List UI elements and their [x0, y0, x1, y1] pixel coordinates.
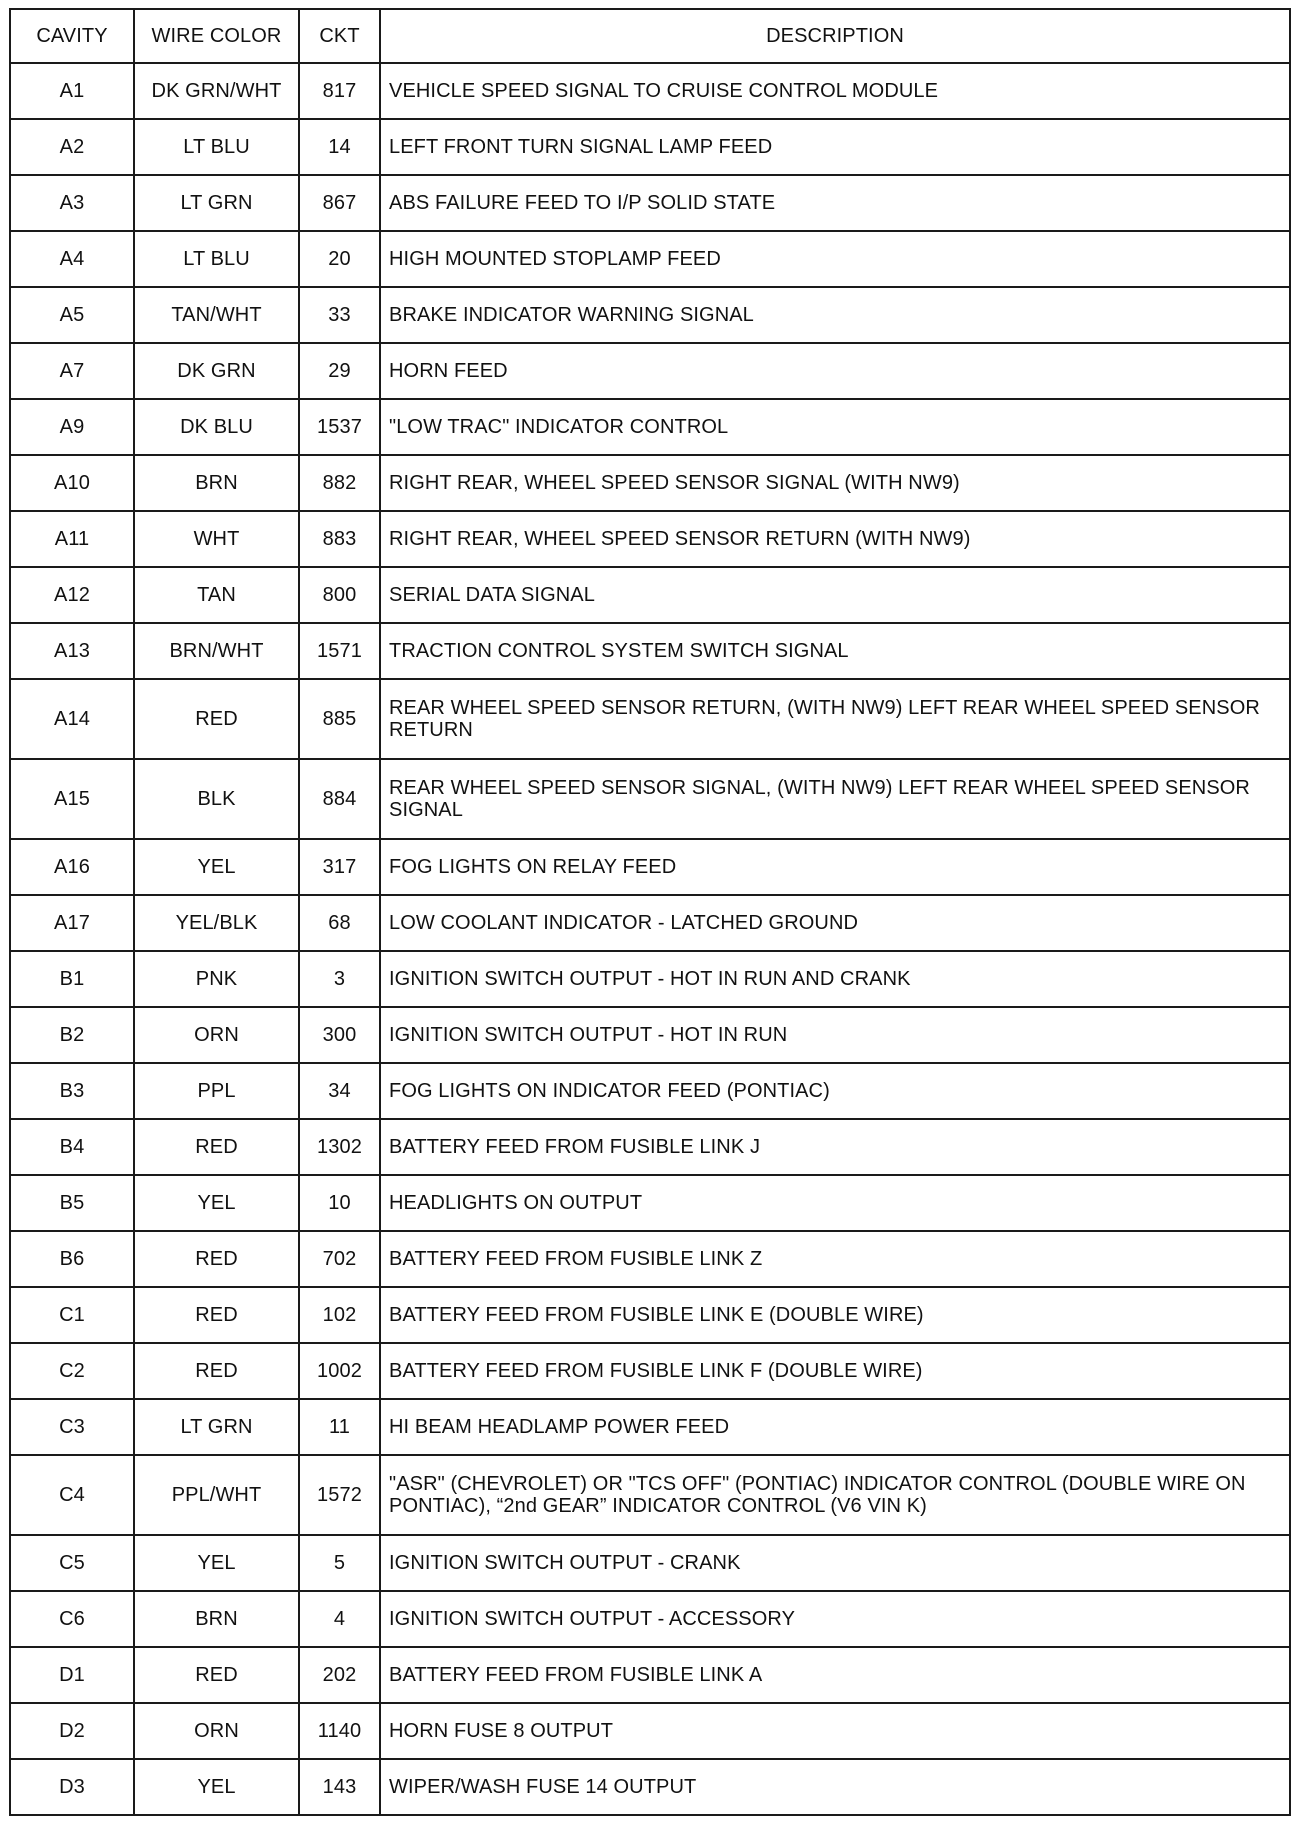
table-row: [10, 1399, 1290, 1455]
description-text: FOG LIGHTS ON INDICATOR FEED (PONTIAC): [389, 1079, 830, 1102]
cavity-cell: A14: [10, 679, 134, 759]
table-row: [10, 1535, 1290, 1591]
wire-color-cell: BRN: [134, 1591, 299, 1647]
table-row: [10, 511, 1290, 567]
description-cell: [380, 63, 1290, 119]
description-text: BATTERY FEED FROM FUSIBLE LINK F (DOUBLE WIRE): [389, 1359, 923, 1382]
description-text: HI BEAM HEADLAMP POWER FEED: [389, 1415, 730, 1438]
ckt-cell: 1537: [299, 399, 380, 455]
cavity-cell: A2: [10, 119, 134, 175]
table-row: [10, 175, 1290, 231]
description-cell: [380, 1007, 1290, 1063]
ckt-cell: 143: [299, 1759, 380, 1815]
cavity-cell: A12: [10, 567, 134, 623]
ckt-cell: 68: [299, 895, 380, 951]
ckt-cell: 882: [299, 455, 380, 511]
description-text: IGNITION SWITCH OUTPUT - CRANK: [389, 1551, 741, 1574]
wire-color-cell: LT GRN: [134, 175, 299, 231]
ckt-cell: 1002: [299, 1343, 380, 1399]
wire-color-cell: LT BLU: [134, 231, 299, 287]
wire-color-cell: RED: [134, 1647, 299, 1703]
description-cell: [380, 1119, 1290, 1175]
cavity-cell: A1: [10, 63, 134, 119]
table-row: [10, 951, 1290, 1007]
wire-color-cell: BRN: [134, 455, 299, 511]
description-text: BATTERY FEED FROM FUSIBLE LINK J: [389, 1135, 761, 1158]
table-row: [10, 567, 1290, 623]
description-text: TRACTION CONTROL SYSTEM SWITCH SIGNAL: [389, 639, 849, 662]
description-text: HORN FEED: [389, 359, 508, 382]
description-cell: [380, 175, 1290, 231]
cavity-cell: A9: [10, 399, 134, 455]
description-cell: [380, 1231, 1290, 1287]
description-text: LEFT FRONT TURN SIGNAL LAMP FEED: [389, 135, 773, 158]
wire-color-cell: YEL: [134, 1759, 299, 1815]
ckt-cell: 1302: [299, 1119, 380, 1175]
wire-color-cell: BLK: [134, 759, 299, 839]
description-cell: [380, 951, 1290, 1007]
column-header-cavity: CAVITY: [10, 9, 134, 63]
cavity-cell: C6: [10, 1591, 134, 1647]
description-text: ABS FAILURE FEED TO I/P SOLID STATE: [389, 191, 776, 214]
description-cell: [380, 679, 1290, 759]
wire-color-cell: TAN/WHT: [134, 287, 299, 343]
description-cell: [380, 567, 1290, 623]
cavity-cell: B2: [10, 1007, 134, 1063]
description-cell: [380, 1647, 1290, 1703]
description-cell: [380, 399, 1290, 455]
table-row: [10, 119, 1290, 175]
ckt-cell: 10: [299, 1175, 380, 1231]
ckt-cell: 202: [299, 1647, 380, 1703]
ckt-cell: 702: [299, 1231, 380, 1287]
cavity-cell: B3: [10, 1063, 134, 1119]
table-row: [10, 399, 1290, 455]
cavity-cell: A17: [10, 895, 134, 951]
table-row: [10, 895, 1290, 951]
table-row: [10, 343, 1290, 399]
description-text: BATTERY FEED FROM FUSIBLE LINK Z: [389, 1247, 763, 1270]
table-row: [10, 759, 1290, 839]
wire-color-cell: DK BLU: [134, 399, 299, 455]
wire-color-cell: LT GRN: [134, 1399, 299, 1455]
ckt-cell: 867: [299, 175, 380, 231]
table-row: [10, 1231, 1290, 1287]
description-text: REAR WHEEL SPEED SENSOR SIGNAL, (WITH NW9) LEFT REAR WHEEL SPEED SENSOR SIGNAL: [389, 777, 1250, 821]
description-text: BATTERY FEED FROM FUSIBLE LINK A: [389, 1663, 763, 1686]
description-cell: [380, 839, 1290, 895]
description-cell: [380, 343, 1290, 399]
wire-color-cell: DK GRN/WHT: [134, 63, 299, 119]
wire-color-cell: RED: [134, 679, 299, 759]
description-cell: [380, 1759, 1290, 1815]
ckt-cell: 5: [299, 1535, 380, 1591]
table-row: [10, 1007, 1290, 1063]
table-row: [10, 1063, 1290, 1119]
description-cell: [380, 1591, 1290, 1647]
cavity-cell: C2: [10, 1343, 134, 1399]
description-text: IGNITION SWITCH OUTPUT - HOT IN RUN AND CRANK: [389, 967, 911, 990]
column-header-description: DESCRIPTION: [380, 9, 1290, 63]
ckt-cell: 884: [299, 759, 380, 839]
table-row: [10, 1703, 1290, 1759]
description-text: FOG LIGHTS ON RELAY FEED: [389, 855, 677, 878]
description-cell: [380, 287, 1290, 343]
table-row: [10, 1287, 1290, 1343]
table-row: [10, 1175, 1290, 1231]
ckt-cell: 102: [299, 1287, 380, 1343]
wire-color-cell: DK GRN: [134, 343, 299, 399]
description-text: VEHICLE SPEED SIGNAL TO CRUISE CONTROL MODULE: [389, 79, 939, 102]
wire-color-cell: RED: [134, 1231, 299, 1287]
description-text: BRAKE INDICATOR WARNING SIGNAL: [389, 303, 754, 326]
description-cell: [380, 1399, 1290, 1455]
wire-color-cell: RED: [134, 1287, 299, 1343]
description-text: HIGH MOUNTED STOPLAMP FEED: [389, 247, 721, 270]
cavity-cell: A13: [10, 623, 134, 679]
cavity-cell: A7: [10, 343, 134, 399]
wire-color-cell: YEL: [134, 1175, 299, 1231]
ckt-cell: 1140: [299, 1703, 380, 1759]
ckt-cell: 11: [299, 1399, 380, 1455]
description-cell: [380, 511, 1290, 567]
cavity-cell: D1: [10, 1647, 134, 1703]
cavity-cell: A5: [10, 287, 134, 343]
ckt-cell: 3: [299, 951, 380, 1007]
description-cell: [380, 1175, 1290, 1231]
description-text: HORN FUSE 8 OUTPUT: [389, 1719, 614, 1742]
description-text: RIGHT REAR, WHEEL SPEED SENSOR RETURN (WITH NW9): [389, 527, 971, 550]
table-row: [10, 63, 1290, 119]
wire-color-cell: PPL/WHT: [134, 1455, 299, 1535]
description-text: "ASR" (CHEVROLET) OR "TCS OFF" (PONTIAC) INDICATOR CONTROL (DOUBLE WIRE ON PONTIAC), “2nd GEAR” INDICATOR CONTROL (V6 VIN K): [389, 1473, 1246, 1517]
cavity-cell: C1: [10, 1287, 134, 1343]
table-row: [10, 1343, 1290, 1399]
ckt-cell: 317: [299, 839, 380, 895]
description-cell: [380, 231, 1290, 287]
description-cell: [380, 1343, 1290, 1399]
description-text: SERIAL DATA SIGNAL: [389, 583, 595, 606]
table-row: [10, 1119, 1290, 1175]
cavity-cell: A4: [10, 231, 134, 287]
cavity-cell: A15: [10, 759, 134, 839]
ckt-cell: 885: [299, 679, 380, 759]
description-cell: [380, 455, 1290, 511]
ckt-cell: 29: [299, 343, 380, 399]
wire-color-cell: ORN: [134, 1703, 299, 1759]
description-text: IGNITION SWITCH OUTPUT - HOT IN RUN: [389, 1023, 788, 1046]
table-row: [10, 287, 1290, 343]
ckt-cell: 800: [299, 567, 380, 623]
cavity-cell: D3: [10, 1759, 134, 1815]
wire-color-cell: WHT: [134, 511, 299, 567]
description-cell: [380, 895, 1290, 951]
wire-color-cell: PNK: [134, 951, 299, 1007]
description-cell: [380, 119, 1290, 175]
column-header-ckt: CKT: [299, 9, 380, 63]
wire-color-cell: TAN: [134, 567, 299, 623]
description-cell: [380, 623, 1290, 679]
wire-color-cell: RED: [134, 1119, 299, 1175]
table-header-row: [10, 9, 1290, 63]
ckt-cell: 34: [299, 1063, 380, 1119]
wire-color-cell: YEL: [134, 839, 299, 895]
description-text: REAR WHEEL SPEED SENSOR RETURN, (WITH NW9) LEFT REAR WHEEL SPEED SENSOR RETURN: [389, 697, 1260, 741]
cavity-cell: B4: [10, 1119, 134, 1175]
description-text: BATTERY FEED FROM FUSIBLE LINK E (DOUBLE WIRE): [389, 1303, 924, 1326]
cavity-cell: A3: [10, 175, 134, 231]
description-text: RIGHT REAR, WHEEL SPEED SENSOR SIGNAL (WITH NW9): [389, 471, 960, 494]
table-row: [10, 231, 1290, 287]
table-row: [10, 1759, 1290, 1815]
table-row: [10, 1591, 1290, 1647]
ckt-cell: 33: [299, 287, 380, 343]
cavity-cell: C5: [10, 1535, 134, 1591]
cavity-cell: C3: [10, 1399, 134, 1455]
column-header-wire-color: WIRE COLOR: [134, 9, 299, 63]
ckt-cell: 4: [299, 1591, 380, 1647]
cavity-cell: A11: [10, 511, 134, 567]
cavity-cell: B6: [10, 1231, 134, 1287]
cavity-cell: A10: [10, 455, 134, 511]
wire-color-cell: YEL/BLK: [134, 895, 299, 951]
wire-color-cell: LT BLU: [134, 119, 299, 175]
description-cell: [380, 1703, 1290, 1759]
connector-cavity-table: [9, 8, 1291, 1816]
table-row: [10, 1455, 1290, 1535]
ckt-cell: 817: [299, 63, 380, 119]
description-text: WIPER/WASH FUSE 14 OUTPUT: [389, 1775, 697, 1798]
description-text: HEADLIGHTS ON OUTPUT: [389, 1191, 643, 1214]
cavity-cell: A16: [10, 839, 134, 895]
wire-color-cell: PPL: [134, 1063, 299, 1119]
description-cell: [380, 759, 1290, 839]
wire-color-cell: ORN: [134, 1007, 299, 1063]
description-cell: [380, 1063, 1290, 1119]
description-text: LOW COOLANT INDICATOR - LATCHED GROUND: [389, 911, 859, 934]
table-row: [10, 839, 1290, 895]
ckt-cell: 1572: [299, 1455, 380, 1535]
wire-color-cell: RED: [134, 1343, 299, 1399]
table-row: [10, 679, 1290, 759]
table-row: [10, 455, 1290, 511]
ckt-cell: 1571: [299, 623, 380, 679]
cavity-cell: D2: [10, 1703, 134, 1759]
cavity-cell: C4: [10, 1455, 134, 1535]
description-cell: [380, 1535, 1290, 1591]
description-text: IGNITION SWITCH OUTPUT - ACCESSORY: [389, 1607, 796, 1630]
ckt-cell: 14: [299, 119, 380, 175]
table-row: [10, 623, 1290, 679]
cavity-cell: B5: [10, 1175, 134, 1231]
cavity-cell: B1: [10, 951, 134, 1007]
ckt-cell: 300: [299, 1007, 380, 1063]
wire-color-cell: YEL: [134, 1535, 299, 1591]
ckt-cell: 883: [299, 511, 380, 567]
description-text: "LOW TRAC" INDICATOR CONTROL: [389, 415, 729, 438]
wire-color-cell: BRN/WHT: [134, 623, 299, 679]
description-cell: [380, 1287, 1290, 1343]
description-cell: [380, 1455, 1290, 1535]
ckt-cell: 20: [299, 231, 380, 287]
table-row: [10, 1647, 1290, 1703]
